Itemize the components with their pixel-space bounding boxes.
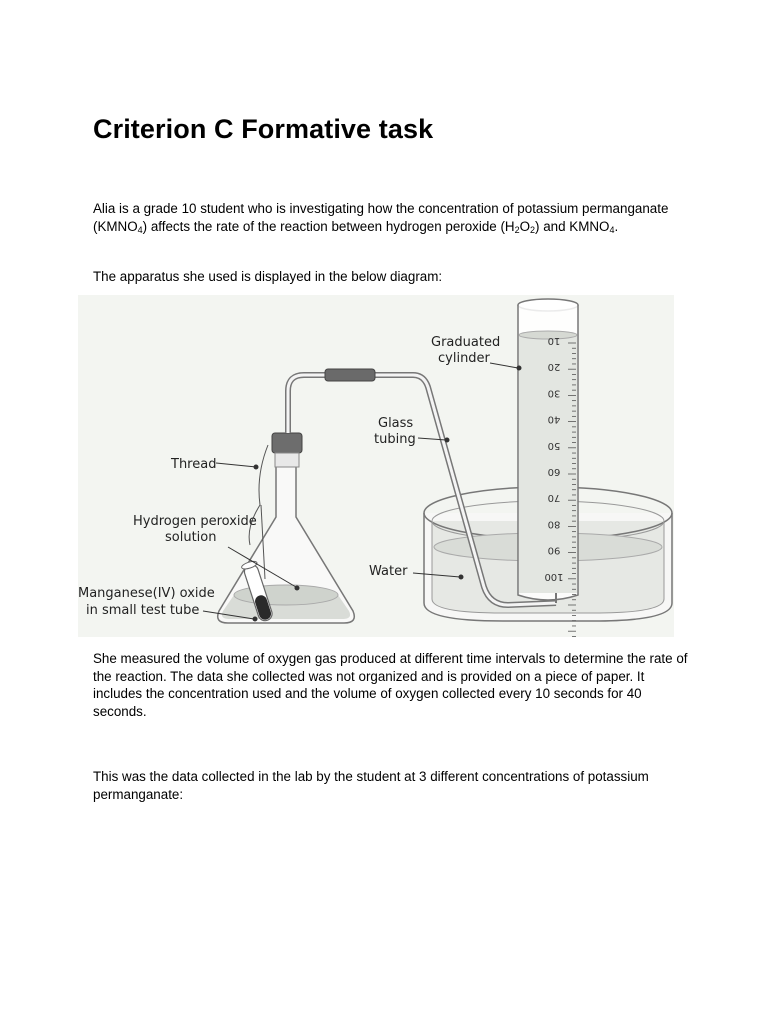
- scale-label: 40: [547, 413, 561, 425]
- scale-label: 70: [547, 492, 561, 504]
- label-graduated-2: cylinder: [438, 351, 490, 366]
- label-mno2-2: in small test tube: [86, 603, 200, 618]
- scale-label: 80: [547, 518, 561, 530]
- scale-label: 10: [547, 335, 561, 346]
- label-glass-2: tubing: [374, 432, 416, 447]
- scale-label: 60: [547, 466, 561, 477]
- label-thread: Thread: [171, 457, 217, 472]
- apparatus-diagram: [78, 295, 674, 637]
- measure-paragraph: She measured the volume of oxygen gas produced at different time intervals to determine the rate of the reaction. The data she collected was not organized and is provided on a piece of paper. It includes the concentration used and the volume of oxygen collected every 10 seconds for 40 seconds.: [93, 651, 688, 719]
- label-h2o2-1: Hydrogen peroxide: [133, 514, 257, 529]
- scale-label: 20: [547, 361, 561, 373]
- page-title: Criterion C Formative task: [93, 114, 434, 144]
- scale-label: 30: [547, 387, 561, 399]
- intro-paragraph: Alia is a grade 10 student who is investigating how the concentration of potassium permanganate $(KMNO_4)$ affects the rate of the reaction between hydrogen peroxide $(H_2O_2)$ and $KMNO_4$.: [93, 201, 669, 235]
- label-h2o2-2: solution: [165, 530, 217, 545]
- label-mno2-1: Manganese(IV) oxide: [78, 586, 215, 601]
- label-water: Water: [369, 564, 408, 579]
- label-graduated-1: Graduated: [431, 335, 501, 350]
- data-paragraph: This was the data collected in the lab by the student at 3 different concentrations of potassium permanganate:: [93, 769, 649, 802]
- graduated-cylinder: [518, 299, 578, 637]
- scale-label: 100: [544, 570, 564, 582]
- apparatus-paragraph: The apparatus she used is displayed in the below diagram:: [93, 269, 443, 284]
- label-glass-1: Glass: [378, 416, 414, 431]
- scale-label: 50: [547, 439, 561, 451]
- scale-label: 90: [547, 544, 561, 556]
